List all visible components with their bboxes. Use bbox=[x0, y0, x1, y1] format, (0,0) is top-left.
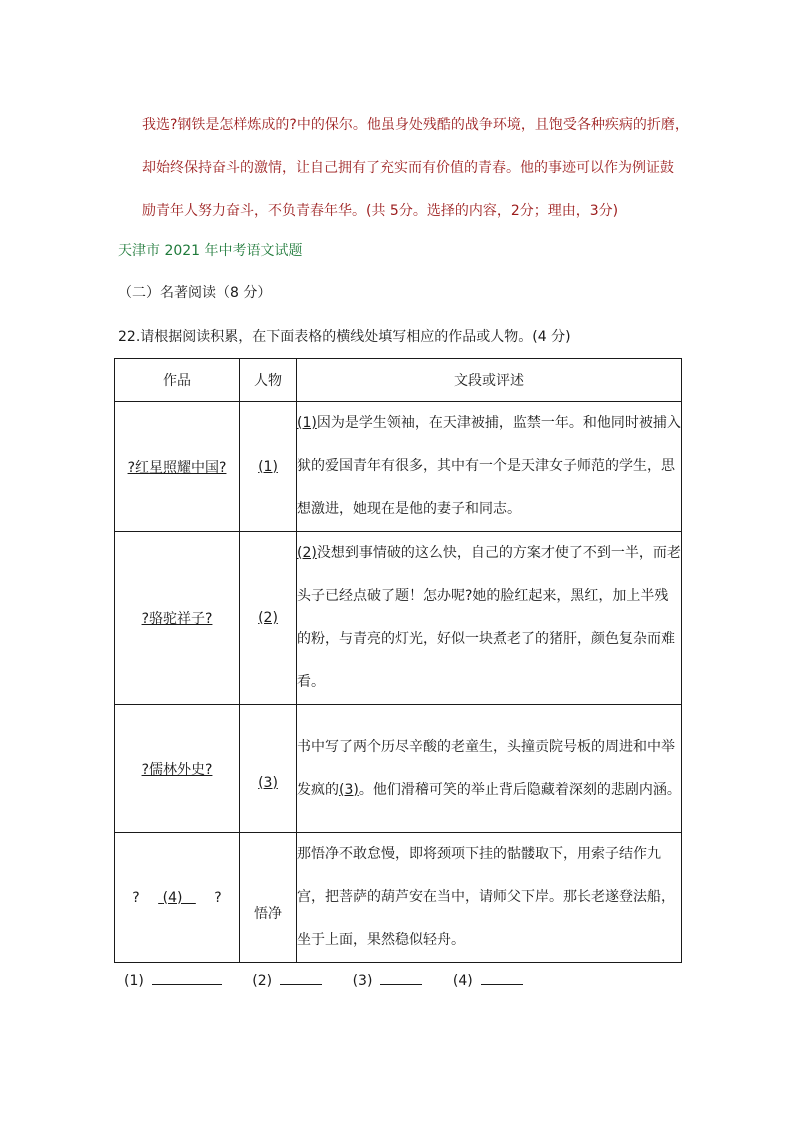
desc-text: 没想到事情破的这么快，自己的方案才使了不到一半，而老头子已经点破了题！怎办呢?她的脸红起来，黑红，加上半残的粉，与青亮的灯光，好似一块煮老了的猪肝，颜色复杂而难看。 bbox=[297, 545, 681, 690]
answer-line: 却始终保持奋斗的激情，让自己拥有了充实而有价值的青春。他的事迹可以作为例证鼓 bbox=[142, 160, 674, 176]
desc-blank-marker: (1) bbox=[297, 415, 317, 431]
person-blank: (1) bbox=[258, 458, 278, 475]
desc-text: 因为是学生领袖，在天津被捕，监禁一年。和他同时被捕入狱的爱国青年有很多，其中有一个是天津女子师范的学生，思想激进，她现在是他的妻子和同志。 bbox=[297, 415, 681, 517]
person-cell bbox=[240, 532, 297, 705]
reading-table bbox=[114, 358, 682, 963]
desc-blank-marker: (2) bbox=[297, 545, 317, 561]
table-row bbox=[115, 402, 682, 532]
work-cell bbox=[115, 833, 240, 963]
work-cell bbox=[115, 705, 240, 833]
work-suffix: ? bbox=[214, 889, 222, 906]
desc-cell bbox=[297, 833, 682, 963]
answer-blank-2[interactable]: (2) bbox=[252, 970, 322, 989]
answer-blank-4[interactable]: (4) bbox=[453, 970, 523, 989]
table-header-row bbox=[115, 359, 682, 402]
person-blank: (2) bbox=[258, 610, 278, 626]
table-row bbox=[115, 705, 682, 833]
answer-blank-1[interactable]: (1) bbox=[124, 970, 222, 989]
source-title: 天津市 2021 年中考语文试题 bbox=[118, 243, 303, 259]
answer-line: 励青年人努力奋斗，不负青春年华。(共 5分。选择的内容，2分；理由，3分) bbox=[142, 203, 619, 219]
desc-text: 。他们滑稽可笑的举止背后隐藏着深刻的悲剧内涵。 bbox=[358, 781, 681, 798]
header-desc: 文段或评述 bbox=[297, 359, 682, 402]
desc-cell bbox=[297, 402, 682, 532]
answer-paragraph bbox=[142, 104, 689, 233]
answer-line: 我选?钢铁是怎样炼成的?中的保尔。他虽身处残酷的战争环境，且饱受各种疾病的折磨， bbox=[142, 117, 689, 133]
person-blank: (3) bbox=[258, 774, 278, 791]
work-blank: (4) bbox=[162, 889, 183, 906]
header-work: 作品 bbox=[115, 359, 240, 402]
desc-cell bbox=[297, 532, 682, 705]
desc-text: 书中写了两个历尽辛酸的老童生，头撞贡院号板的周进和中举发疯的 bbox=[297, 738, 675, 798]
question-text: 22.请根据阅读积累，在下面表格的横线处填写相应的作品或人物。(4 分) bbox=[118, 329, 571, 345]
work-cell bbox=[115, 402, 240, 532]
work-title: ?骆驼祥子? bbox=[141, 611, 213, 627]
answer-blanks bbox=[124, 970, 549, 989]
person-cell bbox=[240, 402, 297, 532]
section-title: （二）名著阅读（8 分） bbox=[118, 285, 272, 301]
person-cell bbox=[240, 705, 297, 833]
desc-text: 那悟净不敢怠慢，即将颈项下挂的骷髅取下，用索子结作九宫，把菩萨的葫芦安在当中，请师父下岸。那长老遂登法船，坐于上面，果然稳似轻舟。 bbox=[297, 846, 675, 948]
work-cell bbox=[115, 532, 240, 705]
person-name: 悟净 bbox=[254, 905, 282, 922]
desc-cell bbox=[297, 705, 682, 833]
work-title: ?红星照耀中国? bbox=[127, 459, 227, 476]
answer-blank-3[interactable]: (3) bbox=[353, 970, 423, 989]
person-cell bbox=[240, 833, 297, 963]
table-row bbox=[115, 532, 682, 705]
work-prefix: ? bbox=[132, 889, 140, 906]
desc-blank-marker: (3) bbox=[339, 781, 359, 798]
table-row bbox=[115, 833, 682, 963]
header-person: 人物 bbox=[240, 359, 297, 402]
work-title: ?儒林外史? bbox=[141, 761, 213, 778]
